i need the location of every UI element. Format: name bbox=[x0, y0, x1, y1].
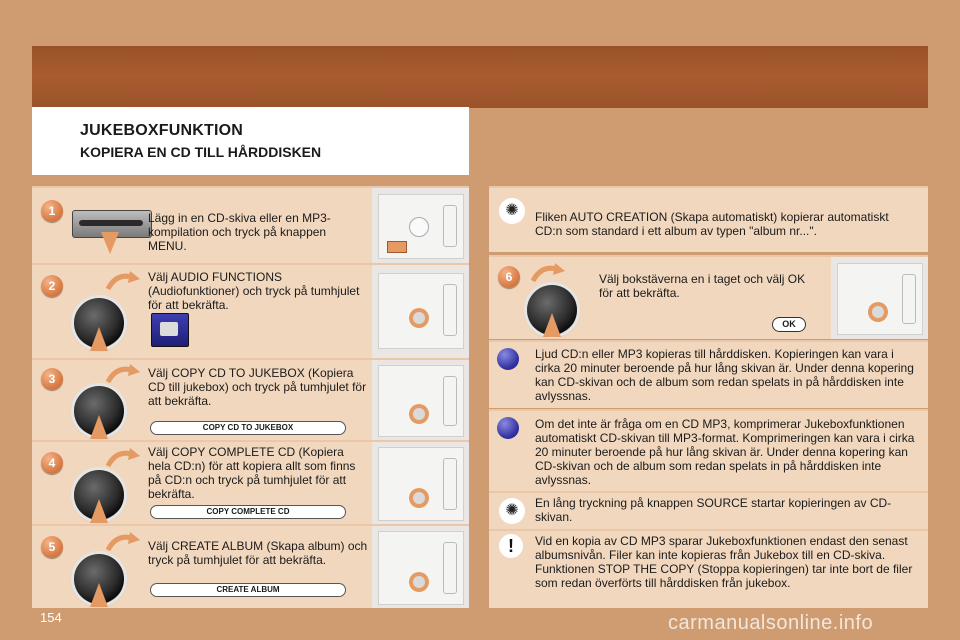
header-banner bbox=[32, 46, 928, 108]
step-text: Välj CREATE ALBUM (Skapa album) och tryck på tumhjulet för att bekräfta. bbox=[148, 539, 368, 567]
radio-panel-illustration bbox=[372, 265, 469, 358]
radio-panel-illustration bbox=[372, 442, 469, 524]
step-number-badge: 6 bbox=[498, 266, 520, 288]
thumbwheel-highlight bbox=[409, 572, 429, 592]
rotate-arrow-icon bbox=[106, 532, 140, 552]
step-1 bbox=[32, 186, 469, 263]
screen-label: COPY CD TO JUKEBOX bbox=[150, 421, 346, 435]
note-text: Ljud CD:n eller MP3 kopieras till hårddisken. Kopieringen kan vara i cirka 20 minuter beroende på hur lång skivan är. Under denna kopering kan CD-skivan och de album som redan spelats in på hårddisken inte avlyssnas. bbox=[535, 347, 914, 403]
step-6 bbox=[489, 255, 928, 339]
step-number-badge: 4 bbox=[41, 452, 63, 474]
radio-panel-illustration bbox=[372, 188, 469, 263]
tip-panel-long-press bbox=[489, 491, 928, 529]
step-text: Välj AUDIO FUNCTIONS (Audiofunktioner) och tryck på tumhjulet för att bekräfta. bbox=[148, 270, 360, 312]
step-4 bbox=[32, 440, 469, 524]
tip-panel-auto-creation bbox=[489, 186, 928, 252]
rotate-arrow-icon bbox=[106, 364, 140, 384]
radio-unit bbox=[378, 194, 464, 259]
step-number-badge: 3 bbox=[41, 368, 63, 390]
thumbwheel-highlight bbox=[409, 488, 429, 508]
sun-icon: ✺ bbox=[499, 198, 525, 224]
insert-arrow-icon bbox=[101, 232, 119, 254]
page-number: 154 bbox=[40, 610, 62, 625]
audio-functions-icon bbox=[151, 313, 189, 347]
step-text: Lägg in en CD-skiva eller en MP3-kompilation och tryck på knappen MENU. bbox=[148, 211, 331, 253]
step-text: Välj COPY COMPLETE CD (Kopiera hela CD:n) för att kopiera allt som finns på CD:n och tryck på tumhjulet för att bekräfta. bbox=[148, 445, 356, 501]
note-text: En lång tryckning på knappen SOURCE startar kopieringen av CD-skivan. bbox=[535, 496, 892, 524]
press-arrow-icon bbox=[90, 327, 108, 351]
press-arrow-icon bbox=[543, 313, 561, 337]
screen-label: COPY COMPLETE CD bbox=[150, 505, 346, 519]
title-box bbox=[32, 107, 469, 175]
watermark: carmanualsonline.info bbox=[668, 612, 874, 634]
step-5 bbox=[32, 524, 469, 608]
thumbwheel-highlight bbox=[409, 404, 429, 424]
step-text: Välj COPY CD TO JUKEBOX (Kopiera CD till jukebox) och tryck på tumhjulet för att bekräfta. bbox=[148, 366, 367, 408]
radio-panel-illustration bbox=[831, 257, 928, 339]
screen-label: CREATE ALBUM bbox=[150, 583, 346, 597]
press-arrow-icon bbox=[90, 583, 108, 607]
step-text: Välj bokstäverna en i taget och välj OK för att bekräfta. bbox=[599, 272, 806, 300]
menu-button-highlight bbox=[387, 241, 407, 253]
page-subtitle: KOPIERA EN CD TILL HÅRDDISKEN bbox=[80, 144, 322, 160]
note-text: Om det inte är fråga om en CD MP3, komprimerar Jukeboxfunktionen automatiskt CD-skivan till MP3-format. Komprimeringen kan vara i cirka 20 minuter beroende på hur lång skivan är. Under denna kopering kan CD-skivan och de album som redan spelats in på hårddisken inte avlyssnas. bbox=[535, 417, 915, 487]
rotate-arrow-icon bbox=[106, 271, 140, 291]
exclamation-icon: ! bbox=[499, 534, 523, 558]
ok-screen-label: OK bbox=[772, 317, 806, 332]
step-2 bbox=[32, 263, 469, 358]
radio-panel-illustration bbox=[372, 360, 469, 440]
step-3 bbox=[32, 358, 469, 440]
info-panel-copy-time bbox=[489, 340, 928, 408]
bulb-icon bbox=[497, 417, 519, 439]
info-panel-mp3 bbox=[489, 409, 928, 491]
bulb-icon bbox=[497, 348, 519, 370]
thumbwheel-highlight bbox=[409, 308, 429, 328]
page-title: JUKEBOXFUNKTION bbox=[80, 122, 244, 139]
rotate-arrow-icon bbox=[106, 448, 140, 468]
radio-panel-illustration bbox=[372, 526, 469, 608]
thumbwheel-highlight bbox=[868, 302, 888, 322]
step-number-badge: 1 bbox=[41, 200, 63, 222]
press-arrow-icon bbox=[90, 415, 108, 439]
sun-icon: ✺ bbox=[499, 498, 525, 524]
warning-panel bbox=[489, 529, 928, 608]
step-number-badge: 5 bbox=[41, 536, 63, 558]
note-text: Vid en kopia av CD MP3 sparar Jukeboxfunktionen endast den senast albumsnivån. Filer kan inte kopieras från Jukebox till en CD-skiva. Funktionen STOP THE COPY (Stoppa kopieringen) tar inte bort de filer som redan överförts till hårddisken från jukebox. bbox=[535, 534, 913, 590]
step-number-badge: 2 bbox=[41, 275, 63, 297]
note-text: Fliken AUTO CREATION (Skapa automatiskt) kopierar automatiskt CD:n som standard i ett album av typen "album nr...". bbox=[535, 210, 889, 238]
rotate-arrow-icon bbox=[531, 263, 565, 283]
press-arrow-icon bbox=[90, 499, 108, 523]
